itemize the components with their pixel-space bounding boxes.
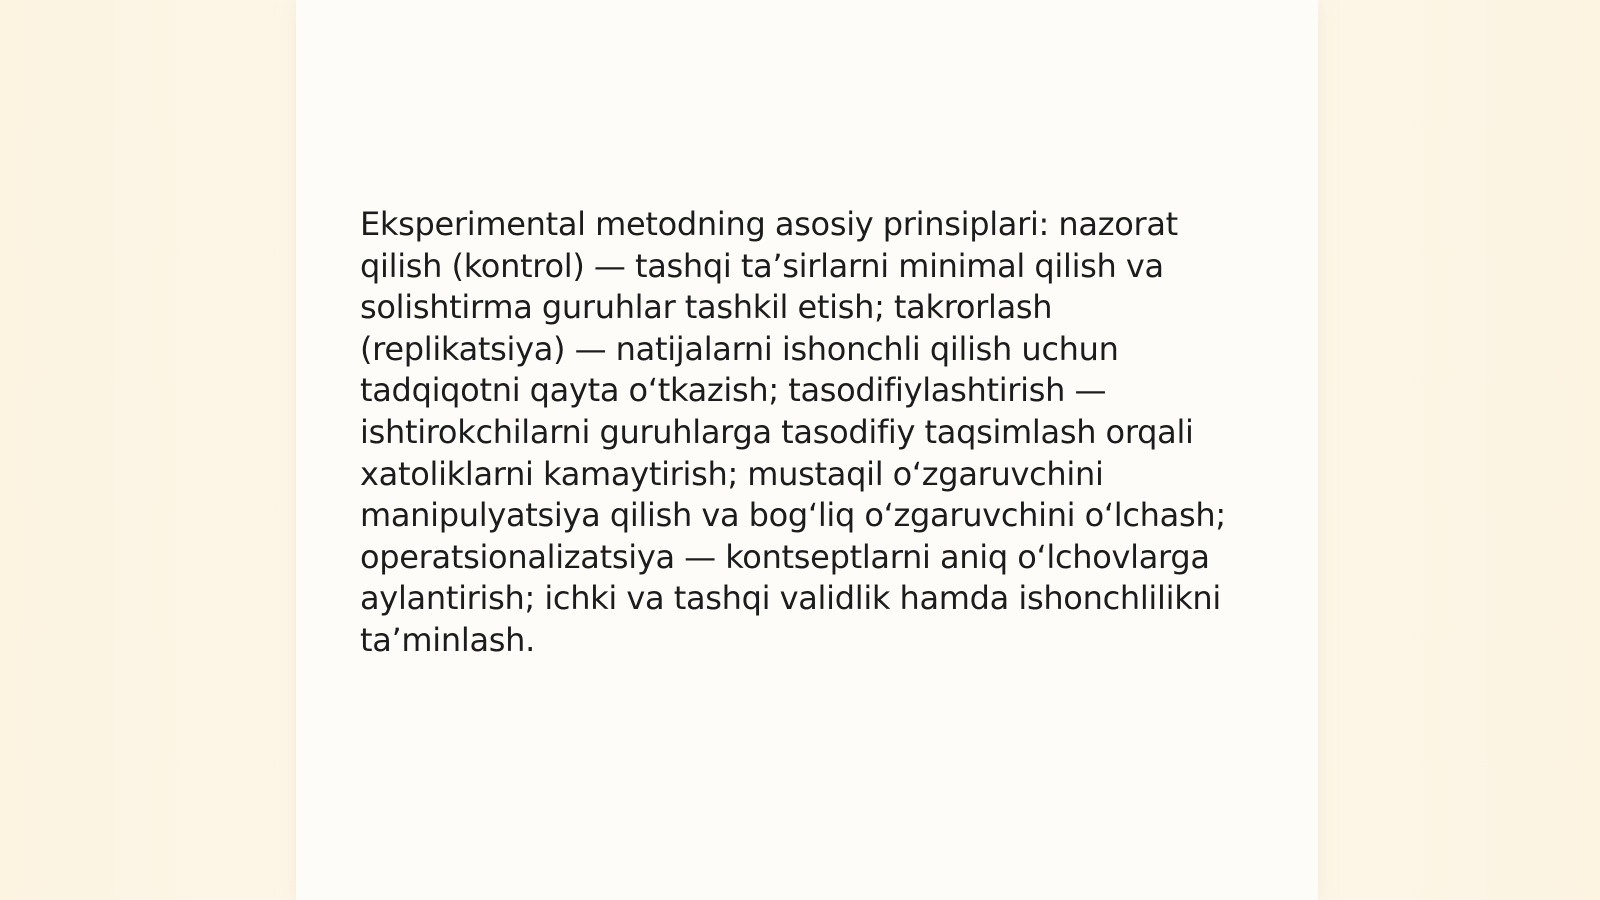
slide-body-text: Eksperimental metodning asosiy prinsiplari: nazorat qilish (kontrol) — tashqi ta’sirlarni minimal qilish va solishtirma guruhlar tashkil etish; takrorlash (replikatsiya) — natijalarni ishonchli qilish uchun tadqiqotni qayta o‘tkazish; tasodifiylashtirish — ishtirokchilarni guruhlarga tasodifiy taqsimlash orqali xatoliklarni kamaytirish; mustaqil o‘zgaruvchini manipulyatsiya qilish va bog‘liq o‘zgaruvchini o‘lchash; operatsionalizatsiya — kontseptlarni aniq o‘lchovlarga aylantirish; ichki va tashqi validlik hamda ishonchlilikni ta’minlash. [360, 205, 1226, 659]
slide-canvas [296, 0, 1318, 900]
